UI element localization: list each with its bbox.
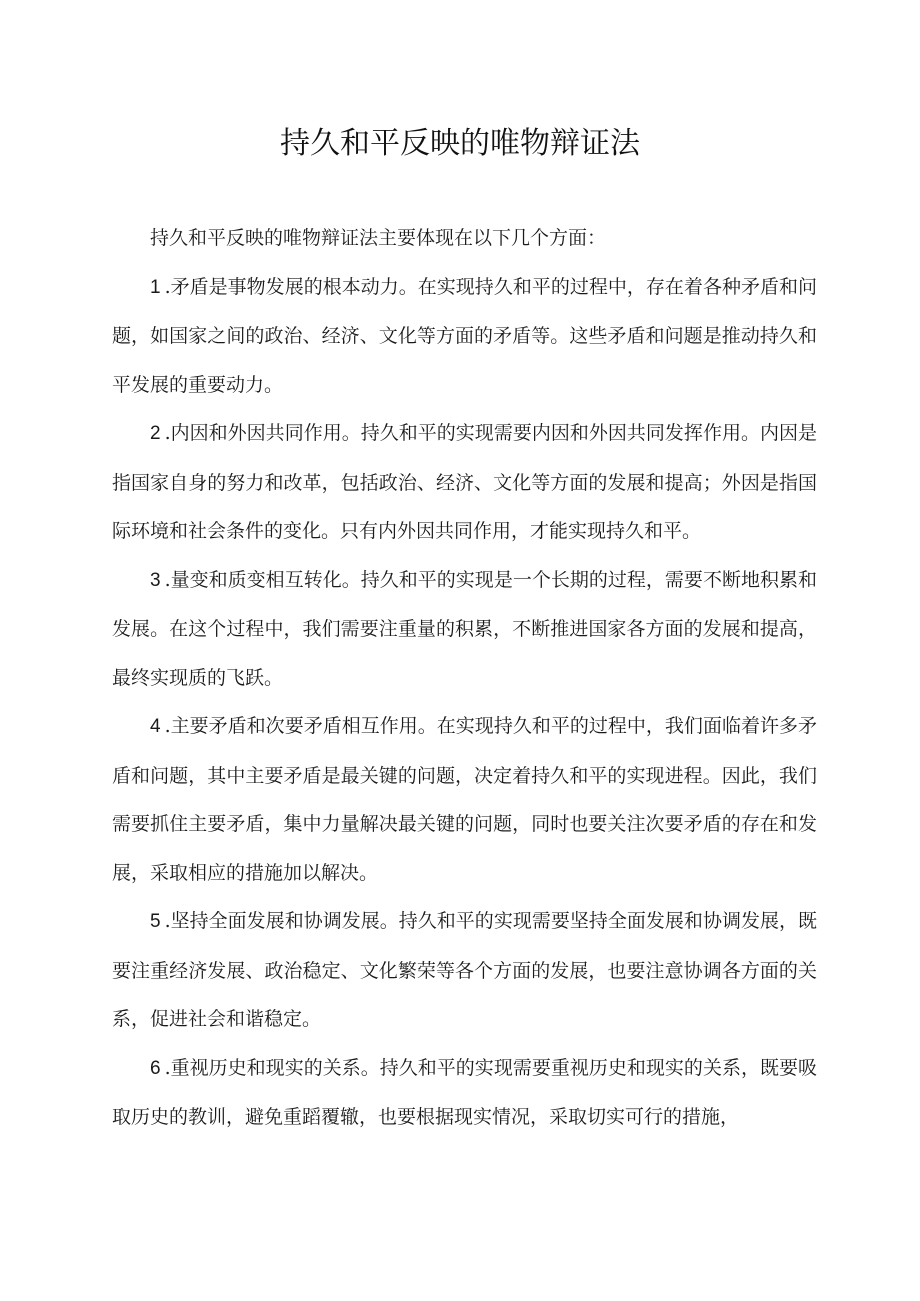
point-paragraph-4 [112,702,817,897]
document-title: 持久和平反映的唯物辩证法 [280,126,640,161]
point-paragraph-3 [112,556,817,703]
point-paragraph-6 [112,1044,817,1142]
point-number: 1 [150,276,161,298]
point-text: .矛盾是事物发展的根本动力。在实现持久和平的过程中，存在着各种矛盾和问题，如国家之间的政治、经济、文化等方面的矛盾等。这些矛盾和问题是推动持久和平发展的重要动力。 [112,275,817,396]
point-number: 3 [150,569,161,591]
intro-paragraph: 持久和平反映的唯物辩证法主要体现在以下几个方面： [150,227,607,249]
point-number: 2 [150,423,161,444]
point-text: .坚持全面发展和协调发展。持久和平的实现需要坚持全面发展和协调发展，既要注重经济发展、政治稳定、文化繁荣等各个方面的发展，也要注意协调各方面的关系，促进社会和谐稳定。 [112,910,817,1030]
point-number: 6 [150,1057,161,1079]
point-number: 5 [150,911,161,932]
point-number: 4 [150,716,161,737]
point-text: .主要矛盾和次要矛盾相互作用。在实现持久和平的过程中，我们面临着许多矛盾和问题，其中主要矛盾是最关键的问题，决定着持久和平的实现进程。因此，我们需要抓住主要矛盾，集中力量解决最关键的问题，同时也要关注次要矛盾的存在和发展，采取相应的措施加以解决。 [112,715,817,884]
document-body [112,214,817,1142]
point-paragraph-5 [112,897,817,1044]
point-text: .内因和外因共同作用。持久和平的实现需要内因和外因共同发挥作用。内因是指国家自身的努力和改革，包括政治、经济、文化等方面的发展和提高；外因是指国际环境和社会条件的变化。只有内外因共同作用，才能实现持久和平。 [112,422,817,542]
point-paragraph-2 [112,409,817,556]
point-text: .量变和质变相互转化。持久和平的实现是一个长期的过程，需要不断地积累和发展。在这个过程中，我们需要注重量的积累，不断推进国家各方面的发展和提高，最终实现质的飞跃。 [112,568,817,689]
point-text: .重视历史和现实的关系。持久和平的实现需要重视历史和现实的关系，既要吸取历史的教训，避免重蹈覆辙，也要根据现实情况，采取切实可行的措施， [112,1056,817,1128]
point-paragraph-1 [112,263,817,410]
